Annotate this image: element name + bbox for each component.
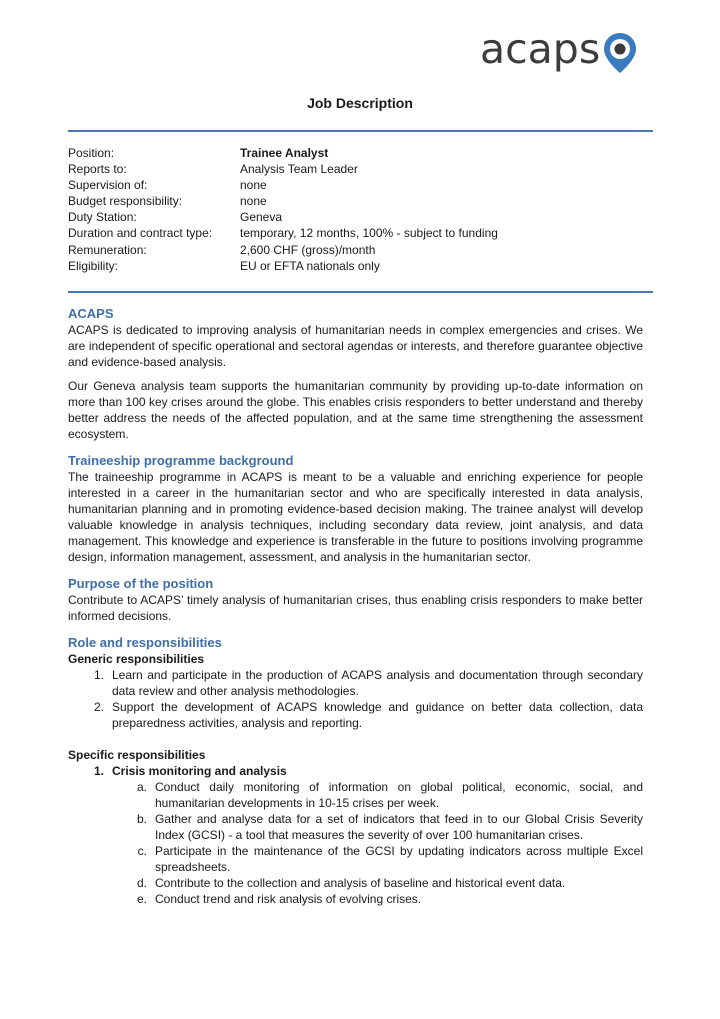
- info-label: Eligibility:: [68, 258, 119, 273]
- list-item: [68, 667, 643, 699]
- list-item: [68, 843, 643, 875]
- acaps-logo: [480, 25, 637, 76]
- info-row-budget: [68, 193, 498, 209]
- info-row-duration: [68, 225, 498, 241]
- info-value: none: [240, 194, 267, 209]
- list-text: Learn and participate in the production of ACAPS analysis and documentation through secondary data review and other analysis methodologies.: [112, 668, 643, 698]
- subheading-specific: Specific responsibilities: [68, 748, 206, 762]
- subheading-generic: Generic responsibilities: [68, 652, 205, 666]
- info-row-reports-to: [68, 161, 498, 177]
- section-heading-purpose: Purpose of the position: [68, 576, 214, 591]
- info-row-eligibility: [68, 258, 498, 274]
- info-label: Supervision of:: [68, 178, 148, 193]
- list-item: [68, 779, 643, 811]
- list-item: [68, 811, 643, 843]
- info-value: Trainee Analyst: [240, 146, 329, 160]
- info-row-duty-station: [68, 209, 498, 225]
- info-value: Geneva: [240, 210, 283, 225]
- paragraph: Contribute to ACAPS’ timely analysis of humanitarian crises, thus enabling crisis responders to make better informed decisions.: [68, 593, 643, 623]
- list-text: Conduct trend and risk analysis of evolving crises.: [155, 892, 422, 906]
- list-letter: b.: [136, 812, 147, 826]
- info-label: Remuneration:: [68, 242, 147, 257]
- info-row-supervision: [68, 177, 498, 193]
- list-letter: a.: [136, 780, 147, 794]
- job-info-table: [68, 145, 498, 274]
- info-row-position: [68, 145, 498, 161]
- info-label: Reports to:: [68, 162, 127, 177]
- list-letter: d.: [136, 876, 147, 890]
- top-divider: [68, 130, 653, 132]
- list-item: [68, 875, 643, 891]
- info-value: none: [240, 178, 267, 193]
- info-value: EU or EFTA nationals only: [240, 258, 380, 273]
- info-value: temporary, 12 months, 100% - subject to funding: [240, 226, 498, 241]
- info-label: Duty Station:: [68, 210, 137, 225]
- list-text: Gather and analyse data for a set of indicators that feed in to our Global Crisis Severity Index (GCSI) - a tool that measures the severity of over 100 humanitarian crises.: [155, 812, 643, 842]
- list-item: [68, 699, 643, 731]
- location-pin-icon: [603, 32, 637, 79]
- info-label: Duration and contract type:: [68, 226, 213, 241]
- info-value: 2,600 CHF (gross)/month: [240, 242, 376, 257]
- info-value: Analysis Team Leader: [240, 162, 358, 177]
- list-letter: e.: [136, 892, 147, 906]
- info-label: Budget responsibility:: [68, 194, 183, 209]
- paragraph: ACAPS is dedicated to improving analysis of humanitarian needs in complex emergencies and crises. We are independent of specific operational and sectoral agendas or interests, and therefore guarantee objective and evidence-based analysis.: [68, 323, 643, 369]
- paragraph: The traineeship programme in ACAPS is meant to be a valuable and enriching experience for people interested in a career in the humanitarian sector and who are specifically interested in data analysis, humanitarian planning and in promoting evidence-based decision making. The trainee analyst will develop valuable knowledge in analysis techniques, including secondary data review, joint analysis, and data management. This knowledge and experience is transferable in the future to positions involving programme design, information management, assessment, and analysis in the humanitarian sector.: [68, 470, 643, 564]
- section-heading-role: Role and responsibilities: [68, 635, 222, 650]
- list-text: Participate in the maintenance of the GCSI by updating indicators across multiple Excel spreadsheets.: [155, 844, 643, 874]
- paragraph: Our Geneva analysis team supports the humanitarian community by providing up-to-date information on more than 100 key crises around the globe. This enables crisis responders to better understand and thereby better address the needs of the affected population, and at the same time strengthening the assessment ecosystem.: [68, 379, 643, 441]
- logo-wordmark: acaps: [480, 25, 601, 73]
- list-letter: c.: [137, 844, 147, 858]
- section-heading-acaps: ACAPS: [68, 306, 114, 321]
- list-number: 1.: [93, 668, 104, 682]
- list-text: Conduct daily monitoring of information on global political, economic, social, and humanitarian developments in 10-15 crises per week.: [155, 780, 643, 810]
- document-body: [68, 305, 643, 907]
- list-item: [68, 891, 643, 907]
- section-heading-traineeship: Traineeship programme background: [68, 453, 294, 468]
- list-item: [68, 763, 643, 779]
- list-text: Support the development of ACAPS knowledge and guidance on better data collection, data preparedness activities, analysis and reporting.: [112, 700, 643, 730]
- list-text: Crisis monitoring and analysis: [112, 764, 287, 778]
- section-divider: [68, 291, 653, 293]
- info-row-remuneration: [68, 242, 498, 258]
- list-number: 1.: [93, 764, 104, 778]
- page-title: Job Description: [307, 95, 413, 111]
- list-number: 2.: [93, 700, 104, 714]
- info-label: Position:: [68, 146, 115, 160]
- list-text: Contribute to the collection and analysis of baseline and historical event data.: [155, 876, 566, 890]
